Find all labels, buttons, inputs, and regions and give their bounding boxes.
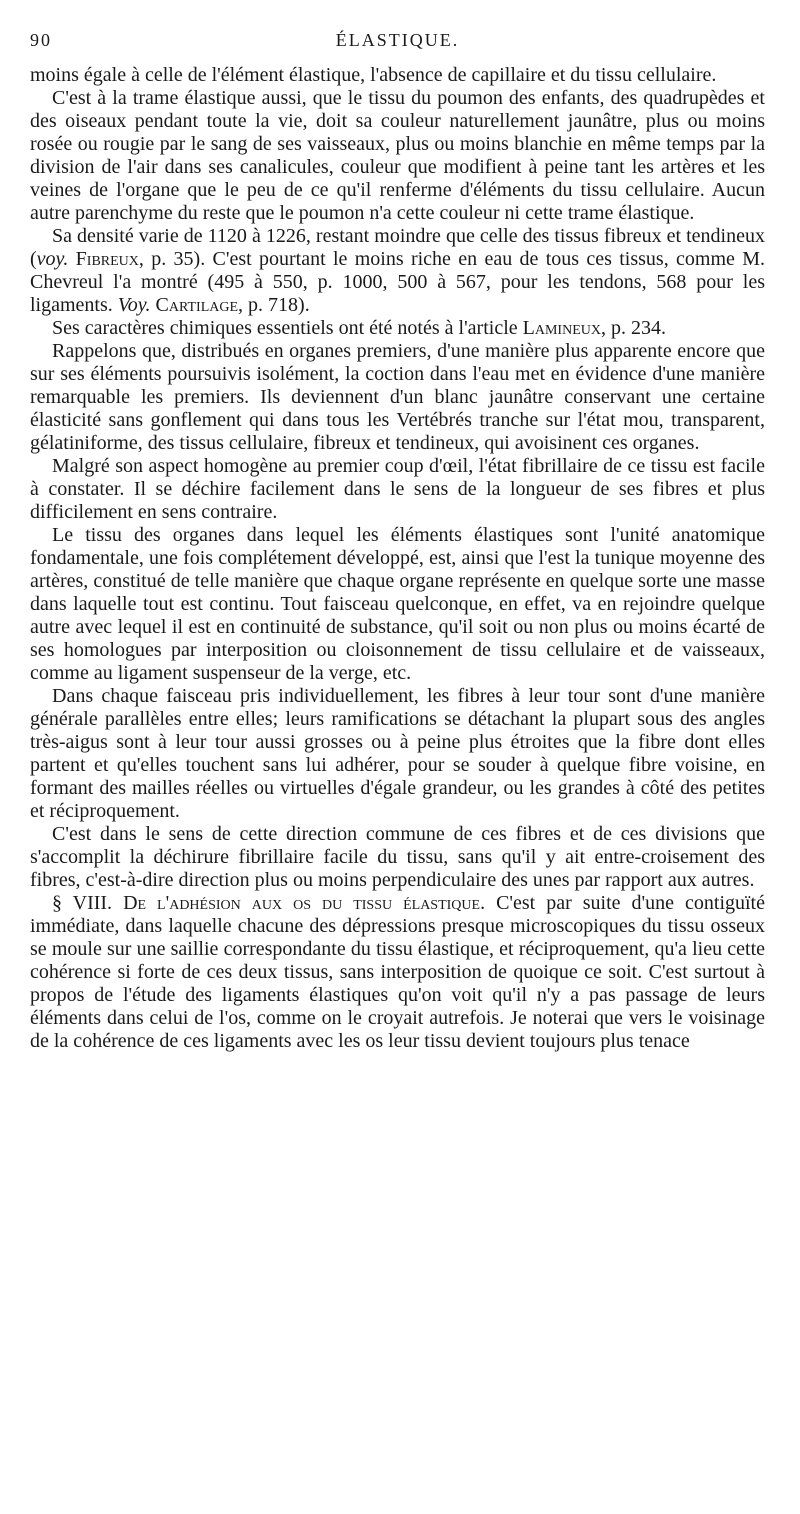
p9-text-c: C'est par suite d'une contiguïté immédiate, dans laquelle chacune des dépressions presque microscopiques du tissu osseux se moule sur une saillie correspondante du tissu élastique, et réciproquement, qu'a lieu cette cohérence si forte de ces deux tissus, sans interposition de quoique ce soit. C'est surtout à propos de l'étude des ligaments élastiques qu'on voit qu'il n'y a pas passage de leurs éléments dans celui de l'os, comme on le croyait autrefois. Je noterai que vers le voisinage de la cohérence de ces ligaments avec les os leur tissu devient toujours plus tenace: [30, 892, 765, 1052]
paragraph-5: Malgré son aspect homogène au premier coup d'œil, l'état fibrillaire de ce tissu est facile à constater. Il se déchire facilement dans le sens de la longueur de ses fibres et plus difficilement en sens contraire.: [30, 455, 765, 523]
p3-ref-lamineux: Lamineux: [522, 317, 601, 339]
p2-text-a: Sa densité varie de 1120 à 1226, restant moindre que celle des tissus fibreux et tendineux (: [30, 225, 765, 270]
body-text: [30, 64, 765, 1053]
paragraph-4: Rappelons que, distribués en organes premiers, d'une manière plus apparente encore que sur ses éléments poursuivis isolément, la coction dans l'eau met en évidence d'une manière remarquable les premiers. Ils deviennent d'un blanc jaunâtre conservant une certaine élasticité sans gonflement qui dans tous les Vertébrés tranche sur l'état mou, transparent, gélatiniforme, des tissus cellulaire, fibreux et tendineux, qui avoisinent ces organes.: [30, 340, 765, 454]
running-header: [30, 30, 765, 60]
p2-voy: voy.: [36, 248, 69, 270]
p2-voy-2: Voy.: [117, 294, 151, 316]
running-title: ÉLASTIQUE.: [335, 30, 460, 50]
paragraph-2: [30, 225, 765, 317]
section-heading: De l'adhésion aux os du tissu élastique.: [123, 892, 486, 914]
paragraph-6: Le tissu des organes dans lequel les éléments élastiques sont l'unité anatomique fondamentale, une fois complétement développé, est, ainsi que l'est la tunique moyenne des artères, constitué de telle manière que chaque organe représente en quelque sorte une masse dans laquelle tout est continu. Tout faisceau quelconque, en effet, va en rejoindre quelque autre avec lequel il est en continuité de substance, qu'il soit ou non plus ou moins écarté de ses homologues par interposition ou cloisonnement de tissu cellulaire et de vaisseaux, comme au ligament suspenseur de la verge, etc.: [30, 524, 765, 684]
p3-text-c: , p. 234.: [600, 317, 666, 339]
paragraph-1: C'est à la trame élastique aussi, que le tissu du poumon des enfants, des quadrupèdes et des oiseaux pendant toute la vie, doit sa couleur naturellement jaunâtre, plus ou moins rosée ou rougie par le sang de ses vaisseaux, plus ou moins blanchie en même temps par la division de l'air dans ses canalicules, couleur que modifient à peine tant les artères et les veines de l'organe que le peu de ce qu'il renferme d'éléments du tissu cellulaire. Aucun autre parenchyme du reste que le poumon n'a cette couleur ni cette trame élastique.: [30, 87, 765, 224]
paragraph-3: [30, 317, 765, 340]
p2-ref-fibreux: Fibreux: [75, 248, 139, 270]
p2-ref-cartilage: Cartilage: [155, 294, 239, 316]
paragraph-0: moins égale à celle de l'élément élastique, l'absence de capillaire et du tissu cellulaire.: [30, 64, 717, 86]
p3-text-a: Ses caractères chimiques essentiels ont été notés à l'article: [52, 317, 523, 339]
page-number: 90: [30, 30, 52, 50]
section-number: § VIII.: [52, 892, 124, 914]
p2-space: [68, 248, 75, 270]
p2-text-i: , p. 718).: [238, 294, 310, 316]
paragraph-8: C'est dans le sens de cette direction commune de ces fibres et de ces divisions que s'accomplit la déchirure fibrillaire facile du tissu, sans qu'il y ait entre-croisement des fibres, c'est-à-dire direction plus ou moins perpendiculaire des unes par rapport aux autres.: [30, 823, 765, 891]
paragraph-9: [30, 892, 765, 1053]
paragraph-7: Dans chaque faisceau pris individuellement, les fibres à leur tour sont d'une manière générale parallèles entre elles; leurs ramifications se détachant la plupart sous des angles très-aigus sont à leur tour aussi grosses ou à peine plus étroites que la fibre dont elles partent et qu'elles touchent sans lui adhérer, pour se souder à quelque fibre voisine, en formant des mailles réelles ou virtuelles d'égale grandeur, ou les grandes à côté des petites et réciproquement.: [30, 685, 765, 822]
p2-text-e: , p. 35). C'est pourtant le moins riche en eau de tous ces tissus, comme M. Chevreul l'a montré (495 à 550, p. 1000, 500 à 567, pour les tendons, 568 pour les ligaments.: [30, 248, 765, 316]
